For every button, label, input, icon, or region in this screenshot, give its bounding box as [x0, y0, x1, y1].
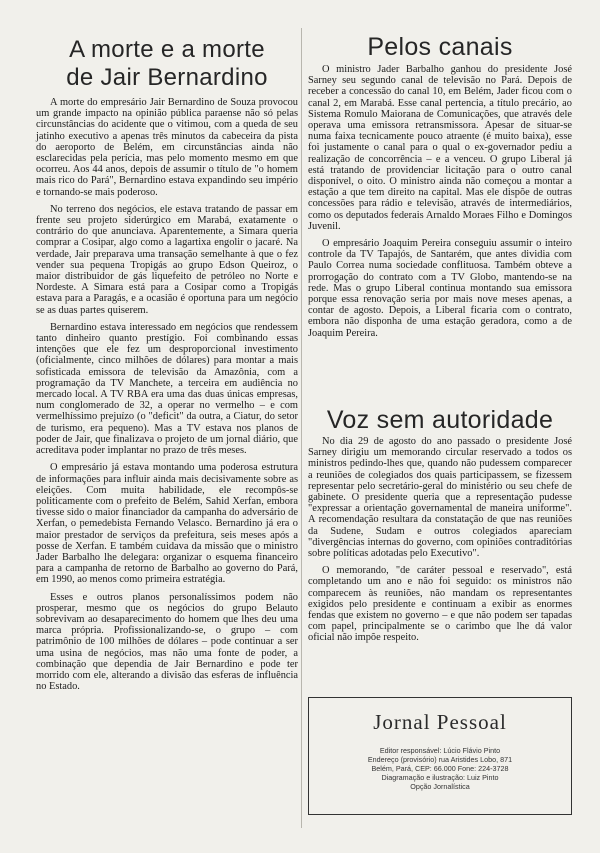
article-body-jair-bernardino — [36, 97, 298, 698]
paragraph: O memorando, "de caráter pessoal e reservado", está completando um ano e não foi seguido: os ministros não comparecem às reuniões, não mandam os representantes exigidos pelo presidente e continuam a exibir as enormes fendas que existem no governo – e que não podem ser tapadas com papel, principalmente se o carimbo que lhe dá valor oficial não impõe respeito. — [308, 565, 572, 644]
paragraph: O ministro Jader Barbalho ganhou do presidente José Sarney seu segundo canal de televisão no Pará. Depois de receber a concessão do canal 10, em Belém, Jader ficou com o canal 2, em Marabá. Esse canal pertencia, a título precário, ao Sistema Romulo Maiorana de Comunicações, que através dele operava uma emissora retransmissora. Apesar de situar-se numa faixa tecnicamente pouco atraente (é muito baixa), esse foi justamente o canal para o qual o ex-governador pediu a realização de concorrência – e a venceu. O grupo Liberal já está tratando de providenciar licitação para o outro canal disponível, o oito. O ministro ainda não começou a montar a estação a que tem direito na capital. Mas ele dispõe de outras concessões para rádio e televisão, através de intermediários, como os deputados federais Arnaldo Moraes Filho e Domingos Juvenil. — [308, 64, 572, 232]
masthead-address: Endereço (provisório) rua Aristides Lobo, 871 — [367, 755, 513, 764]
masthead-title: Jornal Pessoal — [373, 710, 507, 734]
masthead-credits — [309, 746, 571, 791]
paragraph: No terreno dos negócios, ele estava tratando de passar em frente seu projeto siderúrgico em Marabá, exatamente o contrário do que anunciava. Aparentemente, a Simara queria comprar a Cosipar, algo como a lagartixa engolir o jacaré. Na verdade, Jair preparava uma transação semelhante à que o fez vender sua pequena Tropigás ao grupo Edson Queiroz, o maior distribuidor de gás liquefeito de petróleo no Norte e Nordeste. A Simara está para a Cosipar como a Tropigás estava para a Paragás, e a ocasião é oportuna para um negócio se as duas partes quiserem. — [36, 203, 298, 316]
masthead-location: Belém, Pará, CEP: 66.000 Fone: 224-3728 — [371, 764, 509, 773]
column-divider — [301, 28, 302, 828]
article-title-voz-sem-autoridade: Voz sem autoridade — [326, 406, 554, 434]
paragraph: Bernardino estava interessado em negócios que rendessem tanto dinheiro quanto prestígio. Foi combinando essas intenções que ele fez um desproporcional investimento (oficialmente, cinco milhões de dólares) para montar a mais sofisticada emissora de televisão da Amazônia, com a programação da TV Manchete, a terceira em audiência no mercado local. A TV RBA era uma das duas únicas empresas, num conglomerado de 32, a operar no vermelho – e com vermelhíssimo prejuízo (o "deficit" da outra, a Ciatur, do setor de turismo, era pequeno). Mas a TV estava nos planos de poder de Jair, que finalizava o projeto de um jornal diário, que acreditava poder implantar no prazo de três meses. — [36, 321, 298, 457]
masthead-box — [308, 697, 572, 815]
masthead-publisher: Opção Jornalística — [410, 782, 470, 791]
title-line-2: de Jair Bernardino — [66, 64, 268, 91]
article-body-pelos-canais — [308, 64, 572, 345]
paragraph: A morte do empresário Jair Bernardino de Souza provocou um grande impacto na opinião pública paraense não só pelas circunstâncias do acidente que o vitimou, com a queda de seu jatinho executivo a apenas três minutos da cabeceira da pista do aeroporto de Belém, em circunstâncias ainda não esclarecidas pela perícia, mas pelo momento mesmo em que ocorreu. Aos 44 anos, depois de assumir o título de "o homem mais rico do Pará", Bernardino estava expandindo seu império e tornando-se mais poderoso. — [36, 97, 298, 198]
article-title-pelos-canais: Pelos canais — [367, 33, 513, 61]
article-body-voz-sem-autoridade — [308, 436, 572, 650]
paragraph: Esses e outros planos personalíssimos podem não prosperar, mesmo que os negócios do grupo Belauto sobrevivam ao desaparecimento do homem que lhes deu uma marca própria. Profissionalizando-se, o grupo – com patrimônio de 100 milhões de dólares – pode continuar a ser uma usina de negócios, mas não uma fonte de poder, a combinação que dependia de Jair Bernardino e pode ter morrido com ele, alterando a divisão das esferas de influência no Estado. — [36, 591, 298, 693]
masthead-design: Diagramação e ilustração: Luiz Pinto — [381, 773, 499, 782]
paragraph: No dia 29 de agosto do ano passado o presidente José Sarney dirigiu um memorando circular reservado a todos os ministros pedindo-lhes que, quando não pudessem comparecer a reuniões de colegiados dos quais participassem, se fizessem representar pelo secretário-geral do ministério ou seu chefe de gabinete. O presidente queria que a representação pudesse "expressar a orientação governamental de maneira uniforme". A recomendação resultara da constatação de que nas reuniões da Sudene, Sudam e outros colegiados apareciam "divergências internas do governo, com opiniões contraditórias sobre políticas adotadas pelo Executivo". — [308, 436, 572, 560]
paragraph: O empresário já estava montando uma poderosa estrutura de informações para influir ainda mais decisivamente sobre as eleições. Com muita habilidade, ele recompôs-se politicamente com o prefeito de Belém, Sahid Xerfan, embora tivesse sido o maior financiador da campanha do adversário de Xerfan, o pemedebista Fernando Velasco. Bernardino já era o maior prestador de serviços da prefeitura, seis meses após a posse de Xerfan. E também cuidava da missão que o ministro Jader Barbalho lhe delegara: organizar o esquema financeiro para a campanha de retorno de Barbalho ao governo do Pará, em 1990, ao menos como primeira estratégia. — [36, 462, 298, 586]
article-title-jair-bernardino — [36, 36, 298, 92]
masthead-editor: Editor responsável: Lúcio Flávio Pinto — [379, 746, 501, 755]
title-line-1: A morte e a morte — [69, 36, 265, 63]
paragraph: O empresário Joaquim Pereira conseguiu assumir o inteiro controle da TV Tapajós, de Santarém, que antes dividia com Paulo Correa numa sociedade conflituosa. Também obteve a prorrogação do contrato com a TV Globo, mantendo-se na rede. Mas o grupo Liberal continua montando sua emissora porque essa renovação seria por mais nove meses apenas, a contar de agosto. Depois, a Liberal ficaria com o contrato, embora não disponha de uma estação geradora, como a de Joaquim Pereira. — [308, 238, 572, 339]
